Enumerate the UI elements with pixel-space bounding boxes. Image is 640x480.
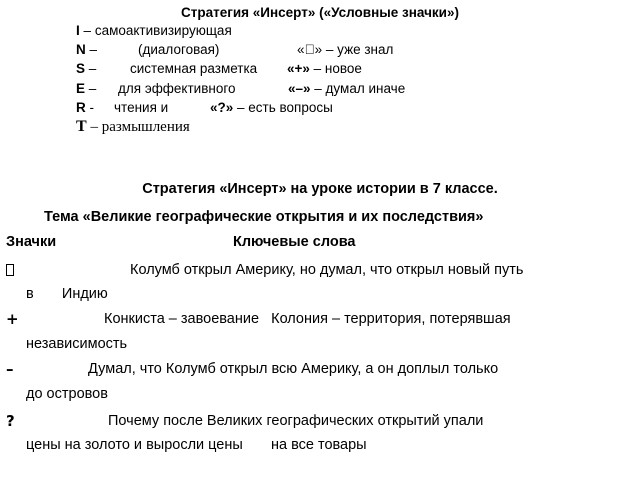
legend-description: чтения и bbox=[114, 100, 169, 115]
column-header-keywords: Ключевые слова bbox=[233, 234, 356, 250]
entry-line: цены на золото и выросли цены на все товары bbox=[26, 437, 367, 453]
legend-row-i bbox=[76, 22, 232, 40]
entry-line: Почему после Великих географических открытий упали bbox=[108, 413, 484, 429]
entry-line: Колумб открыл Америку, но думал, что открыл новый путь bbox=[130, 262, 524, 278]
dash-symbol: – bbox=[6, 360, 14, 378]
legend-description: для эффективного bbox=[118, 81, 236, 96]
topic-title: Тема «Великие географические открытия и их последствия» bbox=[44, 209, 484, 225]
legend-mark-row bbox=[210, 99, 333, 117]
entry-line: в Индию bbox=[26, 286, 108, 302]
missing-glyph-icon bbox=[6, 264, 14, 276]
legend-description: размышления bbox=[101, 119, 190, 135]
column-header-symbols: Значки bbox=[6, 234, 57, 250]
legend-description: (диалоговая) bbox=[138, 42, 220, 57]
legend-mark: «–» bbox=[288, 81, 311, 96]
legend-description: системная разметка bbox=[130, 61, 258, 76]
legend-row-r bbox=[76, 99, 94, 117]
legend-row-n bbox=[76, 41, 97, 59]
legend-mark-row bbox=[297, 41, 393, 59]
entry-line: Конкиста – завоевание Колония – территория, потерявшая bbox=[104, 311, 511, 327]
legend-mark: « » bbox=[297, 42, 316, 57]
entry-line: Думал, что Колумб открыл всю Америку, а он доплыл только bbox=[88, 361, 499, 377]
legend-meaning: – думал иначе bbox=[314, 81, 406, 96]
question-symbol: ? bbox=[6, 412, 15, 430]
legend-mark: «+» bbox=[287, 61, 310, 76]
legend-dash: – bbox=[90, 119, 98, 135]
legend-letter: N bbox=[76, 42, 86, 57]
legend-dash: - bbox=[89, 100, 95, 115]
legend-dash: – bbox=[88, 61, 97, 76]
entry-line: до островов bbox=[26, 386, 108, 402]
checkmark-symbol bbox=[6, 262, 14, 280]
plus-symbol: + bbox=[6, 310, 19, 328]
legend-meaning: – уже знал bbox=[319, 42, 388, 57]
legend-letter: T bbox=[76, 118, 87, 135]
legend-letter: E bbox=[76, 81, 86, 96]
legend-meaning: – есть вопросы bbox=[237, 100, 333, 115]
legend-letter: I bbox=[76, 23, 80, 38]
legend-description: самоактивизирующая bbox=[94, 23, 232, 38]
legend-mark: «?» bbox=[210, 100, 234, 115]
entry-line: независимость bbox=[26, 336, 128, 352]
legend-letter: S bbox=[76, 61, 86, 76]
section-title: Стратегия «Инсерт» на уроке истории в 7 классе. bbox=[142, 181, 498, 197]
legend-meaning: – новое bbox=[313, 61, 362, 76]
legend-row-e bbox=[76, 80, 96, 98]
legend-mark-row bbox=[287, 60, 362, 78]
page-title: Стратегия «Инсерт» («Условные значки») bbox=[181, 5, 459, 20]
legend-mark-row bbox=[288, 80, 405, 98]
legend-dash: – bbox=[88, 81, 97, 96]
legend-letter: R bbox=[76, 100, 86, 115]
legend-dash: – bbox=[89, 42, 98, 57]
legend-row-t bbox=[76, 118, 190, 136]
legend-row-s bbox=[76, 60, 96, 78]
legend-dash: – bbox=[83, 23, 92, 38]
